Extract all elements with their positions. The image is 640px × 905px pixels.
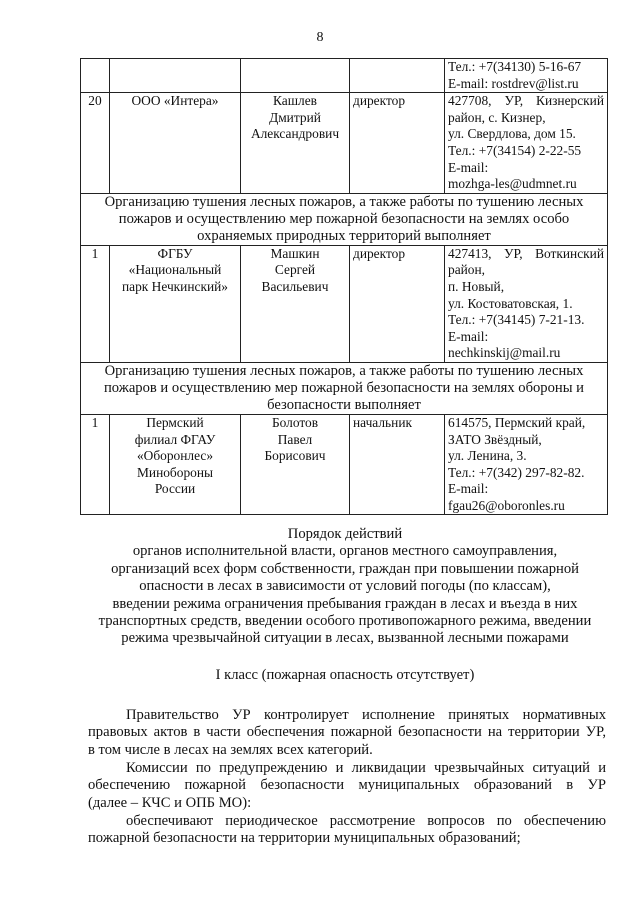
heading-line: опасности в лесах в зависимости от условий погоды (по классам), [139, 578, 551, 595]
head-name-line: Кашлев [273, 93, 317, 109]
contact-line: ул. Свердлова, дом 15. [448, 126, 576, 142]
organization-line: парк Нечкинский» [122, 278, 228, 294]
paragraph-line: правовых актов в части обеспечения пожарной безопасности на территории УР, [88, 724, 606, 741]
heading-line: транспортных средств, введении особого противопожарного режима, введении [98, 613, 592, 630]
organization-cell [110, 59, 241, 93]
row-number-cell: 20 [81, 93, 110, 194]
contact-line: Тел.: +7(34154) 2-22-55 [448, 142, 582, 158]
organization-cell [110, 414, 241, 515]
head-name-line: Дмитрий [269, 109, 321, 125]
contact-line: nechkinskij@mail.ru [448, 345, 561, 361]
contact-line: район, [448, 262, 486, 278]
contact-line: Тел.: +7(34145) 7-21-13. [448, 312, 585, 328]
contact-cell [445, 414, 608, 515]
organization-line: «Национальный [128, 262, 222, 278]
paragraph-line: обеспечивают периодическое рассмотрение вопросов по обеспечению [126, 813, 606, 829]
head-name-cell [241, 93, 350, 194]
position-cell: директор [350, 245, 445, 362]
paragraph-line: обеспечению пожарной безопасности муниципальных образований в УР [88, 777, 606, 794]
head-name-cell [241, 59, 350, 93]
contact-line: Тел.: +7(34130) 5-16-67 [448, 59, 582, 74]
table-row [81, 59, 608, 93]
paragraph-line: Правительство УР контролирует исполнение принятых нормативных [126, 707, 606, 723]
section-title-line: охраняемых природных территорий выполняет [197, 227, 491, 244]
section-row [81, 362, 608, 414]
head-name-line: Александрович [250, 126, 340, 142]
organization-line: филиал ФГАУ [134, 431, 216, 447]
procedure-heading [80, 526, 610, 648]
heading-line: режима чрезвычайной ситуации в лесах, вызванной лесными пожарами [121, 630, 569, 647]
section-title-line: безопасности выполняет [267, 396, 421, 413]
contact-cell [445, 93, 608, 194]
organizations-table [80, 58, 608, 515]
contact-line: 427708, УР, Кизнерский [448, 93, 604, 109]
table-row [81, 245, 608, 362]
contact-line: E-mail: [448, 328, 489, 344]
head-name-line: Павел [277, 431, 313, 447]
organization-line: России [154, 481, 196, 497]
organization-line: Минобороны [137, 464, 213, 480]
contact-line: 614575, Пермский край, [448, 414, 586, 430]
page-number: 8 [316, 30, 324, 45]
contact-line: п. Новый, [448, 278, 505, 294]
head-name-line: Машкин [270, 245, 320, 261]
head-name-line: Васильевич [261, 278, 329, 294]
organization-cell [110, 245, 241, 362]
table-row [81, 93, 608, 194]
section-title-line: пожаров и осуществлению мер пожарной безопасности на землях обороны и [104, 379, 584, 396]
contact-line: 427413, УР, Воткинский [448, 245, 604, 261]
table-row [81, 414, 608, 515]
position-cell: директор [350, 93, 445, 194]
position-cell [350, 59, 445, 93]
paragraph-line: Комиссии по предупреждению и ликвидации чрезвычайных ситуаций и [126, 760, 606, 776]
row-number-cell: 1 [81, 414, 110, 515]
head-name-line: Сергей [274, 262, 316, 278]
contact-line: E-mail: [448, 159, 489, 175]
paragraph-commissions [88, 760, 606, 812]
organization-line: ФГБУ [157, 245, 193, 261]
contact-line: ул. Ленина, 3. [448, 448, 527, 464]
head-name-cell [241, 245, 350, 362]
contact-line: E-mail: [448, 481, 489, 497]
contact-line: mozhga-les@udmnet.ru [448, 176, 577, 192]
position-cell: начальник [350, 414, 445, 515]
head-name-line: Борисович [264, 448, 326, 464]
section-row [81, 193, 608, 245]
paragraph-provide [88, 813, 606, 848]
organization-line: ООО «Интера» [131, 93, 219, 109]
contact-line: fgau26@oboronles.ru [448, 497, 565, 513]
contact-line: Тел.: +7(342) 297-82-82. [448, 464, 585, 480]
heading-line: организаций всех форм собственности, граждан при повышении пожарной [111, 560, 579, 577]
contact-line: ул. Костоватовская, 1. [448, 295, 573, 311]
heading-line: органов исполнительной власти, органов местного самоуправления, [132, 543, 558, 560]
paragraph-line: (далее – КЧС и ОПБ МО): [88, 794, 252, 811]
row-number-cell [81, 59, 110, 93]
paragraph-government [88, 707, 606, 759]
contact-line: E-mail: rostdrev@list.ru [448, 75, 579, 91]
contact-cell [445, 59, 608, 93]
paragraph-line: в том числе в лесах на землях всех категорий. [88, 741, 373, 758]
contact-line: ЗАТО Звёздный, [448, 431, 542, 447]
class-title: I класс (пожарная опасность отсутствует) [215, 667, 475, 683]
section-title-cell [81, 362, 608, 414]
organization-cell [110, 93, 241, 194]
heading-line: введении режима ограничения пребывания граждан в лесах и въезда в них [112, 595, 578, 612]
contact-cell [445, 245, 608, 362]
heading-line: Порядок действий [287, 526, 403, 542]
paragraph-line: пожарной безопасности на территории муниципальных образований; [88, 830, 521, 847]
section-title-line: пожаров и осуществлению мер пожарной безопасности на землях особо [118, 210, 570, 227]
head-name-line: Болотов [271, 414, 319, 430]
row-number-cell: 1 [81, 245, 110, 362]
organization-line: «Оборонлес» [136, 448, 214, 464]
section-title-line: Организацию тушения лесных пожаров, а также работы по тушению лесных [104, 362, 584, 379]
head-name-cell [241, 414, 350, 515]
contact-line: район, с. Кизнер, [448, 109, 546, 125]
section-title-cell [81, 193, 608, 245]
organization-line: Пермский [146, 414, 204, 430]
section-title-line: Организацию тушения лесных пожаров, а также работы по тушению лесных [104, 193, 584, 210]
